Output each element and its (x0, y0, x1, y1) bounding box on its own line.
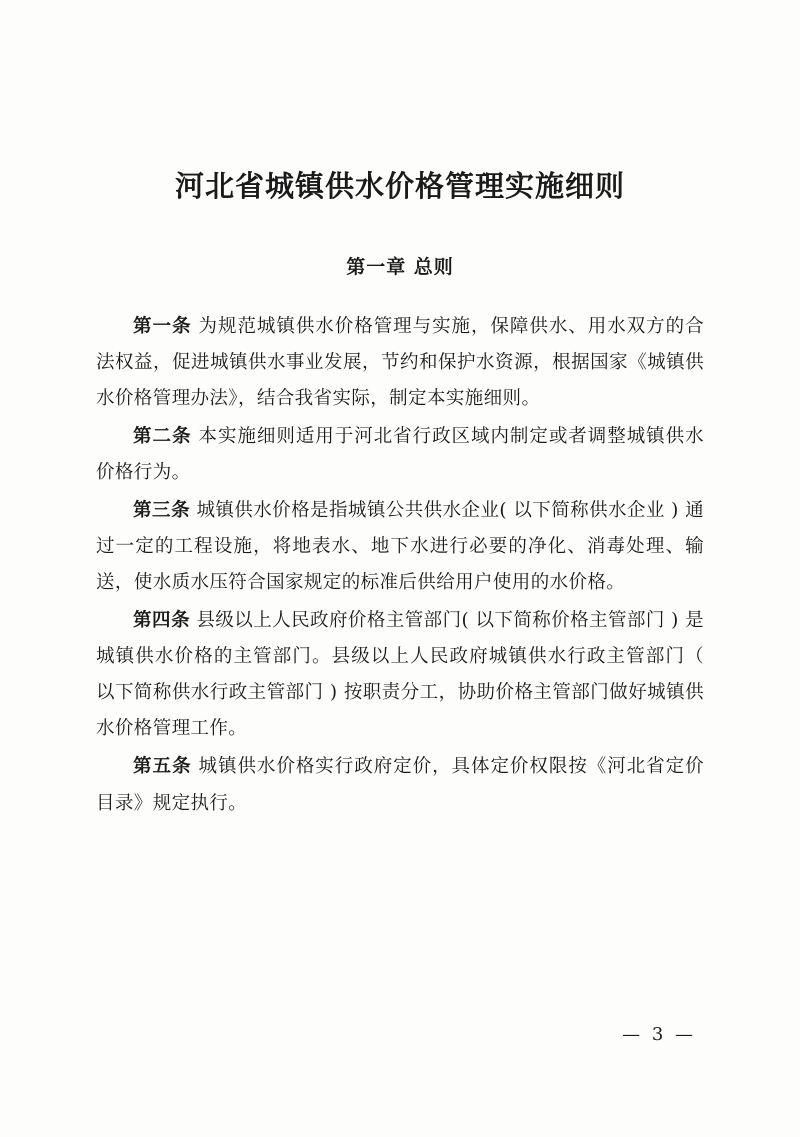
page-title: 河北省城镇供水价格管理实施细则 (174, 169, 625, 203)
article-label: 第四条 (133, 610, 191, 632)
article-label: 第一条 (133, 315, 192, 337)
page-number: — 3 — (622, 1024, 696, 1045)
article-paragraph (96, 419, 704, 491)
article-text: 城镇供水价格是指城镇公共供水企业( 以下简称供水企业 ) 通过一定的工程设施，将地表水、地下水进行必要的净化、消毒处理、输送，使水质水压符合国家规定的标准后供给用户使用的水价格。 (96, 500, 704, 594)
article-text: 城镇供水价格实行政府定价，具体定价权限按《河北省定价目录》规定执行。 (96, 756, 704, 814)
article-label: 第五条 (133, 756, 192, 778)
article-label: 第二条 (133, 425, 192, 447)
article-paragraph (96, 493, 704, 601)
chapter-heading: 第一章 总则 (346, 255, 454, 278)
document-body (96, 279, 704, 822)
article-paragraph (96, 603, 704, 747)
article-text: 为规范城镇供水价格管理与实施，保障供水、用水双方的合法权益，促进城镇供水事业发展，节约和保护水资源，根据国家《城镇供水价格管理办法》，结合我省实际，制定本实施细则。 (96, 315, 704, 409)
article-label: 第三条 (133, 500, 191, 521)
article-text: 县级以上人民政府价格主管部门( 以下简称价格主管部门 ) 是城镇供水价格的主管部门。县级以上人民政府城镇供水行政主管部门（ 以下简称供水行政主管部门 ) 按职责分工，协助价格主管部门做好城镇供水价格管理工作。 (96, 610, 704, 740)
article-paragraph (96, 309, 704, 417)
article-paragraph (96, 749, 704, 821)
article-text: 本实施细则适用于河北省行政区域内制定或者调整城镇供水价格行为。 (96, 425, 704, 483)
